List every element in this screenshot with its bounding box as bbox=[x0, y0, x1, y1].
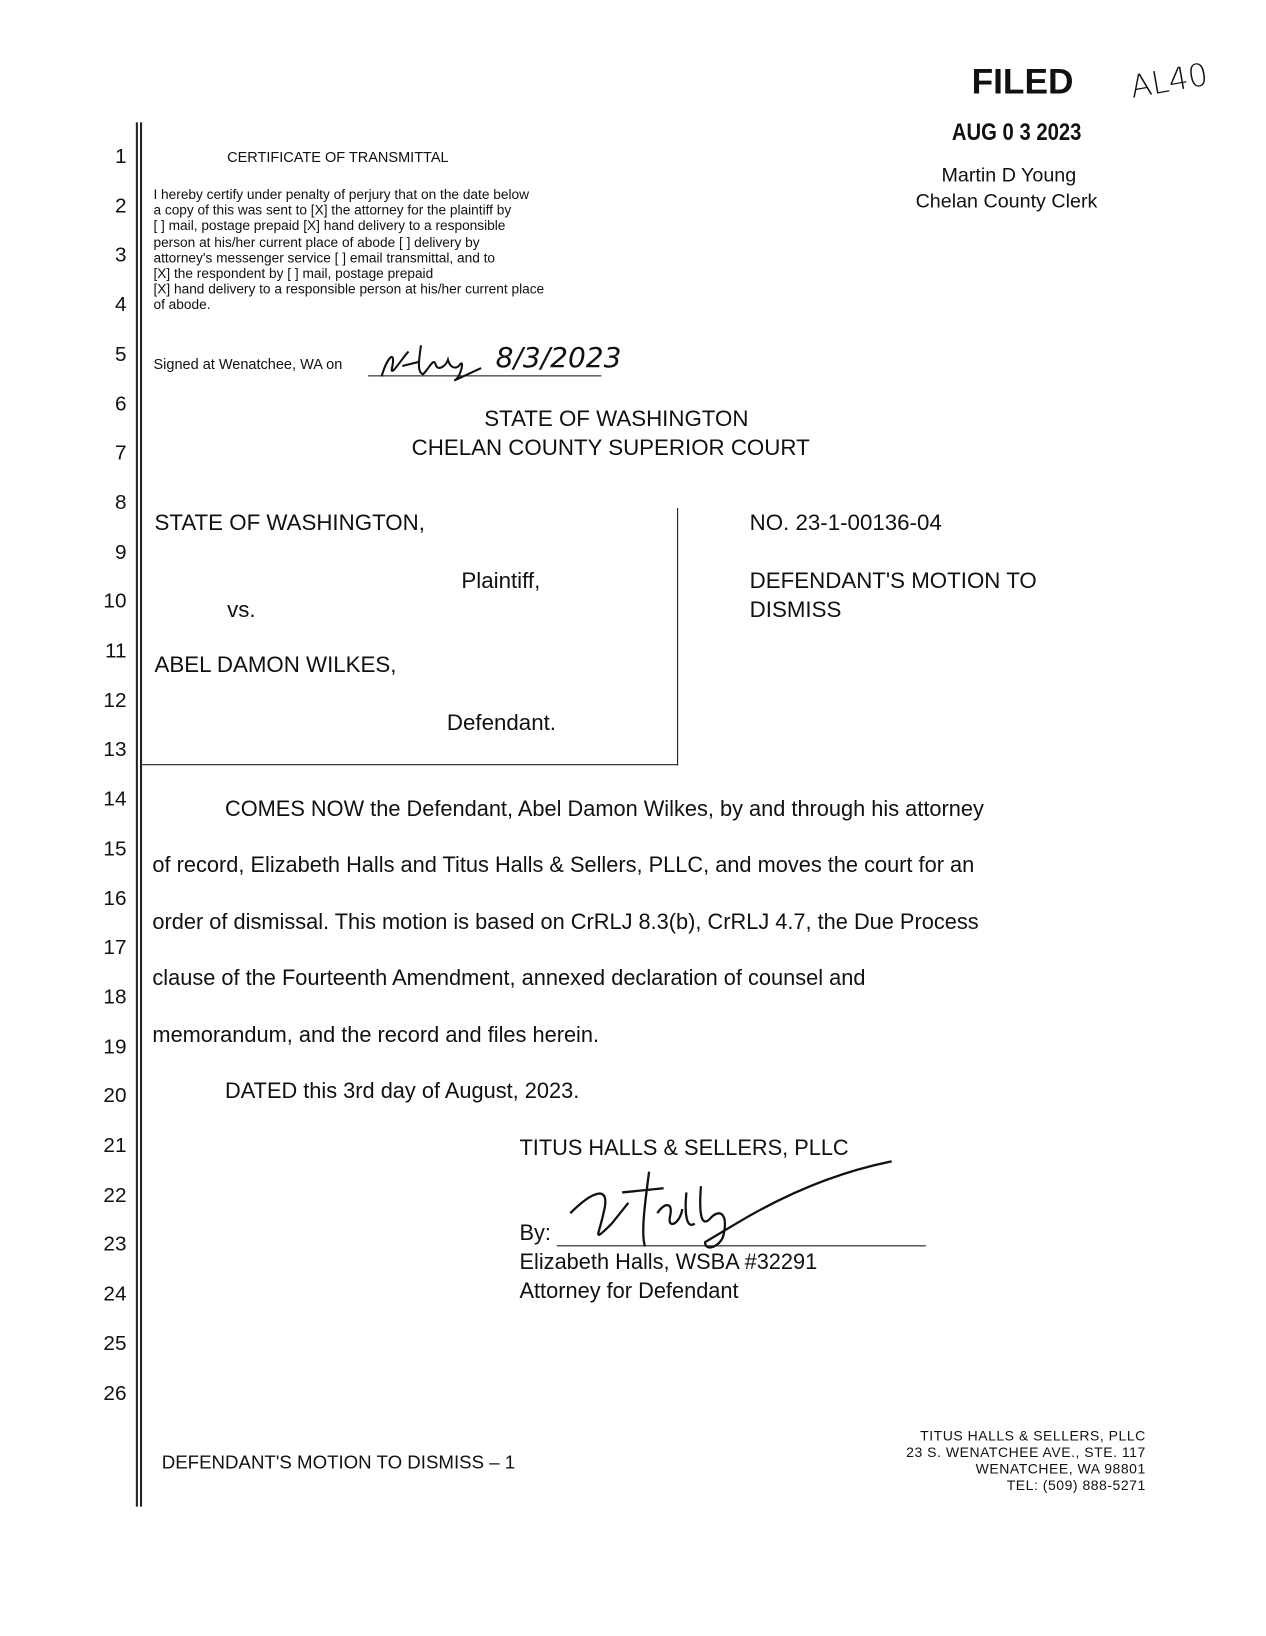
line-number: 3 bbox=[114, 244, 127, 267]
body-line: order of dismissal. This motion is based on CrRLJ 8.3(b), CrRLJ 4.7, the Due Process bbox=[152, 910, 979, 935]
body-line: clause of the Fourteenth Amendment, annexed declaration of counsel and bbox=[152, 966, 866, 991]
filed-stamp: FILED bbox=[971, 62, 1074, 102]
line-number: 25 bbox=[103, 1332, 127, 1356]
line-number: 22 bbox=[103, 1183, 127, 1207]
line-number: 6 bbox=[114, 392, 127, 416]
document-title-2: DISMISS bbox=[749, 597, 842, 623]
clerk-name: Martin D Young bbox=[941, 164, 1077, 187]
body-line: memorandum, and the record and files herein. bbox=[152, 1023, 600, 1048]
plaintiff-name: STATE OF WASHINGTON, bbox=[154, 510, 425, 536]
footer-title: DEFENDANT'S MOTION TO DISMISS – 1 bbox=[161, 1451, 516, 1473]
margin-rule bbox=[140, 122, 142, 1506]
body-line: COMES NOW the Defendant, Abel Damon Wilkes, by and through his attorney bbox=[225, 797, 984, 822]
cert-line: person at his/her current place of abode [ ] delivery by bbox=[153, 233, 480, 250]
case-number: NO. 23-1-00136-04 bbox=[749, 510, 942, 536]
cert-line: [ ] mail, postage prepaid [X] hand delivery to a responsible bbox=[153, 218, 506, 234]
line-number: 9 bbox=[114, 540, 127, 564]
filed-date: AUG 0 3 2023 bbox=[951, 118, 1082, 146]
line-number: 24 bbox=[103, 1282, 127, 1306]
clerk-title: Chelan County Clerk bbox=[915, 190, 1098, 213]
footer-firm: TITUS HALLS & SELLERS, PLLC bbox=[920, 1427, 1146, 1444]
signature-by: By: bbox=[519, 1221, 551, 1246]
line-number: 18 bbox=[103, 985, 127, 1009]
certificate-signature bbox=[373, 337, 487, 389]
attorney-signature bbox=[550, 1151, 903, 1265]
line-number: 13 bbox=[103, 738, 127, 762]
line-number: 10 bbox=[103, 590, 127, 614]
cert-line: I hereby certify under penalty of perjury that on the date below bbox=[153, 186, 529, 203]
certificate-text bbox=[153, 187, 544, 313]
cert-line: [X] hand delivery to a responsible person at his/her current place bbox=[153, 281, 545, 297]
line-number: 7 bbox=[114, 441, 127, 465]
defendant-name: ABEL DAMON WILKES, bbox=[154, 652, 397, 678]
line-number: 15 bbox=[103, 837, 127, 861]
body-line: of record, Elizabeth Halls and Titus Halls & Sellers, PLLC, and moves the court for an bbox=[152, 853, 975, 878]
signature-firm: TITUS HALLS & SELLERS, PLLC bbox=[519, 1136, 849, 1161]
line-number: 1 bbox=[114, 145, 127, 168]
line-number: 11 bbox=[104, 639, 127, 663]
line-number: 26 bbox=[103, 1381, 127, 1405]
defendant-label: Defendant. bbox=[446, 710, 556, 736]
line-number: 4 bbox=[114, 293, 127, 317]
footer-tel: TEL: (509) 888-5271 bbox=[1006, 1477, 1146, 1494]
document-title: DEFENDANT'S MOTION TO bbox=[749, 568, 1037, 594]
line-number: 16 bbox=[103, 887, 127, 910]
caption-vertical-rule bbox=[677, 508, 678, 765]
line-number: 19 bbox=[103, 1035, 127, 1059]
line-number: 12 bbox=[103, 689, 127, 713]
cert-line: of abode. bbox=[153, 296, 211, 313]
footer-address-1: 23 S. WENATCHEE AVE., STE. 117 bbox=[906, 1444, 1146, 1460]
cert-line: attorney's messenger service [ ] email transmittal, and to bbox=[153, 249, 496, 266]
dated-line: DATED this 3rd day of August, 2023. bbox=[225, 1079, 580, 1104]
attorney-role: Attorney for Defendant bbox=[519, 1279, 739, 1304]
footer-address bbox=[809, 1428, 1146, 1494]
cert-line: a copy of this was sent to [X] the attorney for the plaintiff by bbox=[153, 202, 512, 218]
certificate-title: CERTIFICATE OF TRANSMITTAL bbox=[227, 148, 449, 165]
line-number: 21 bbox=[103, 1134, 127, 1158]
line-number: 14 bbox=[103, 788, 127, 811]
caption-bottom-rule bbox=[142, 764, 678, 765]
line-number: 5 bbox=[114, 343, 127, 366]
margin-rule bbox=[136, 122, 138, 1506]
plaintiff-label: Plaintiff, bbox=[461, 568, 541, 594]
footer-address-2: WENATCHEE, WA 98801 bbox=[975, 1460, 1146, 1477]
line-number: 8 bbox=[114, 491, 127, 515]
versus: vs. bbox=[227, 597, 256, 623]
line-number: 2 bbox=[114, 194, 127, 218]
signed-date: 8/3/2023 bbox=[495, 342, 622, 375]
handwritten-code: AL40 bbox=[1127, 56, 1211, 107]
line-number: 20 bbox=[103, 1084, 127, 1108]
attorney-name: Elizabeth Halls, WSBA #32291 bbox=[519, 1250, 818, 1275]
line-number: 23 bbox=[103, 1233, 127, 1257]
line-number: 17 bbox=[103, 936, 127, 960]
signed-label: Signed at Wenatchee, WA on bbox=[153, 355, 343, 373]
cert-line: [X] the respondent by [ ] mail, postage prepaid bbox=[153, 265, 434, 282]
court-name: CHELAN COUNTY SUPERIOR COURT bbox=[411, 435, 810, 461]
court-state: STATE OF WASHINGTON bbox=[484, 406, 749, 432]
